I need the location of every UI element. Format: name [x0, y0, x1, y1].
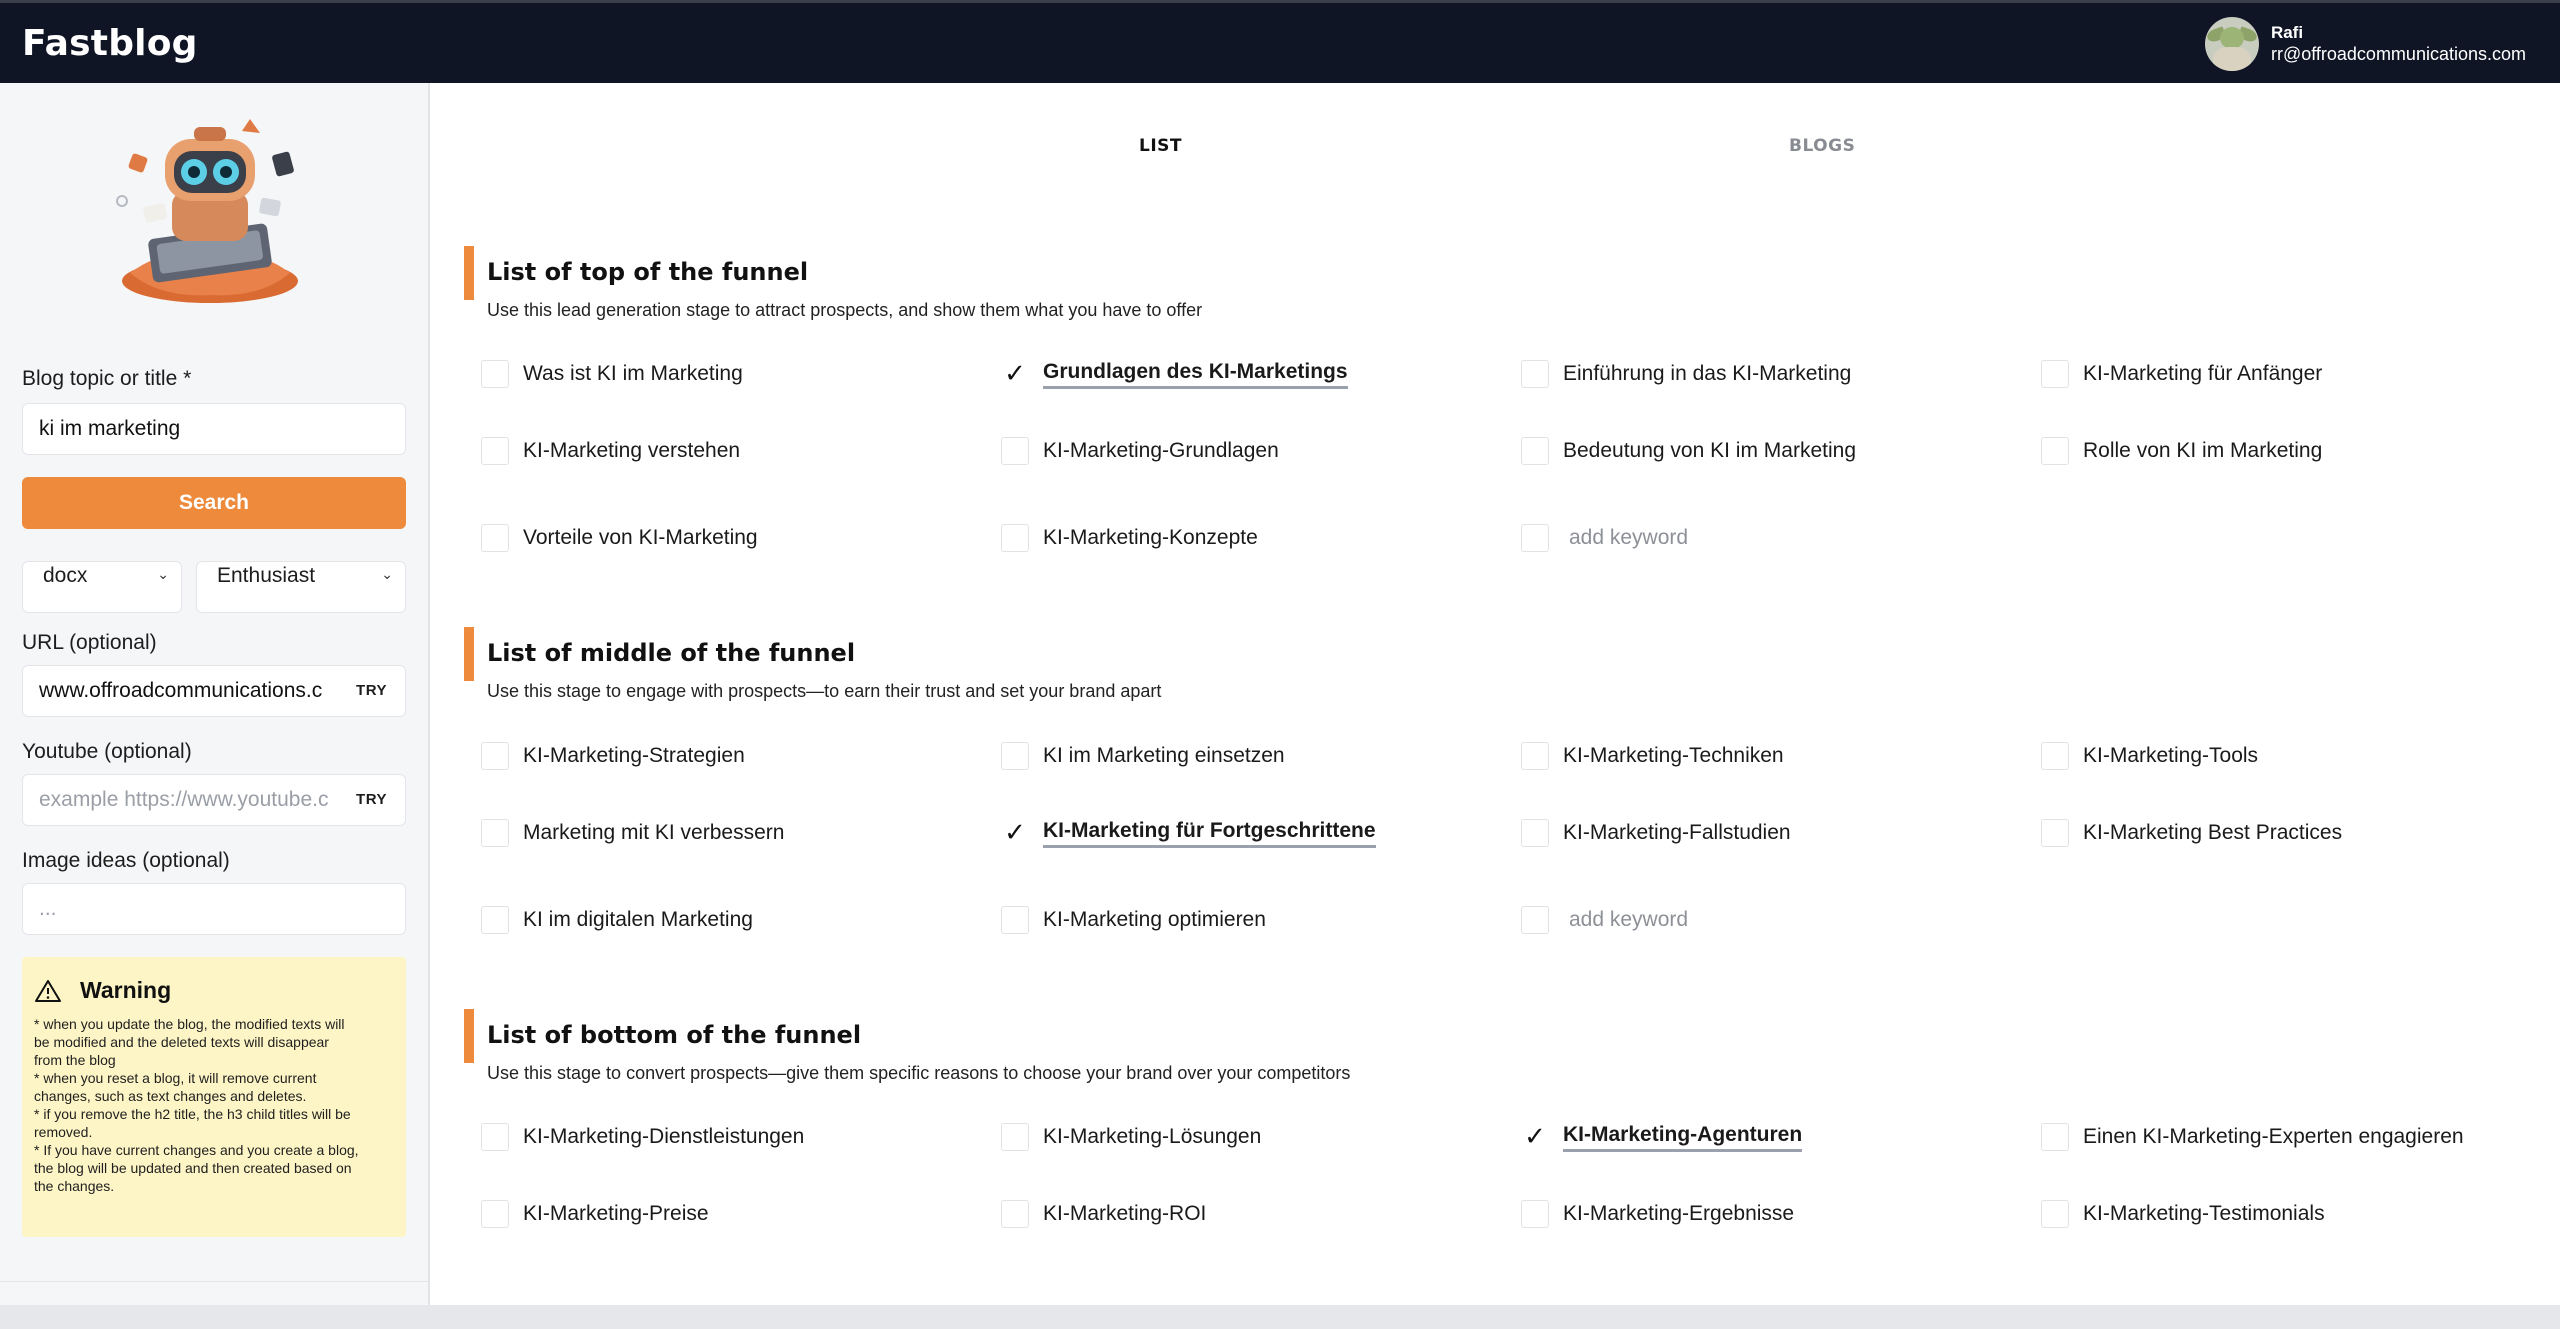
youtube-try-button[interactable]: TRY [356, 791, 387, 808]
keyword-label: KI-Marketing für Anfänger [2083, 362, 2323, 385]
keyword-item[interactable] [481, 357, 743, 391]
warning-title: Warning [80, 977, 172, 1003]
url-label: URL (optional) [22, 631, 157, 654]
sidebar-divider [0, 1281, 428, 1282]
keyword-label: KI-Marketing Best Practices [2083, 821, 2343, 844]
keyword-label: Einen KI-Marketing-Experten engagieren [2083, 1125, 2464, 1148]
keyword-checkbox[interactable] [1521, 742, 1549, 770]
keyword-item-selected[interactable] [1001, 816, 1376, 850]
keyword-checkbox[interactable] [2041, 360, 2069, 388]
add-keyword-item[interactable] [1521, 903, 1688, 937]
tone-select-value: Enthusiast [217, 564, 316, 587]
keyword-label: KI-Marketing-Testimonials [2083, 1202, 2325, 1225]
tab-blogs[interactable]: BLOGS [1789, 136, 1856, 156]
warning-line: changes, such as text changes and deletes. [34, 1088, 307, 1104]
keyword-label: KI-Marketing-Lösungen [1043, 1125, 1262, 1148]
keyword-item[interactable] [2041, 816, 2342, 850]
url-try-button[interactable]: TRY [356, 682, 387, 699]
format-select[interactable] [22, 561, 182, 613]
warning-line: * if you remove the h2 title, the h3 child titles will be [34, 1106, 351, 1122]
keyword-item[interactable] [1001, 903, 1266, 937]
keyword-item-selected[interactable] [1001, 357, 1348, 391]
keyword-checkbox[interactable] [1001, 1200, 1029, 1228]
keyword-checkbox[interactable] [2041, 1123, 2069, 1151]
tone-select[interactable] [196, 561, 406, 613]
checkmark-icon[interactable]: ✓ [1004, 359, 1026, 389]
section-accent-bar [464, 1009, 474, 1063]
keyword-label: Vorteile von KI-Marketing [523, 526, 758, 549]
keyword-label: KI-Marketing-Fallstudien [1563, 821, 1791, 844]
keyword-checkbox[interactable] [481, 524, 509, 552]
topic-input[interactable] [22, 403, 406, 455]
keyword-checkbox[interactable] [1521, 819, 1549, 847]
section-title: List of bottom of the funnel [487, 1021, 862, 1049]
keyword-checkbox[interactable] [1001, 437, 1029, 465]
keyword-label: KI im digitalen Marketing [523, 908, 753, 931]
section-description: Use this stage to convert prospects—give them specific reasons to choose your brand over your competitors [487, 1063, 1351, 1083]
warning-line: the blog will be updated and then created based on [34, 1160, 352, 1176]
keyword-item[interactable] [481, 434, 740, 468]
keyword-checkbox[interactable] [481, 742, 509, 770]
youtube-label: Youtube (optional) [22, 740, 192, 763]
warning-icon [34, 979, 62, 1003]
section-accent-bar [464, 627, 474, 681]
warning-box [22, 957, 406, 1237]
user-name: Rafi [2270, 23, 2304, 43]
keyword-item[interactable] [481, 739, 745, 773]
warning-line: be modified and the deleted texts will disappear [34, 1034, 329, 1050]
keyword-checkbox[interactable] [481, 360, 509, 388]
keyword-label: KI-Marketing-ROI [1043, 1202, 1207, 1225]
keyword-checkbox[interactable] [2041, 742, 2069, 770]
format-select-value: docx [43, 564, 88, 587]
section-middle-funnel [464, 627, 2534, 957]
keyword-checkbox[interactable] [1521, 360, 1549, 388]
keyword-item[interactable] [481, 1197, 709, 1231]
keyword-item[interactable] [1001, 521, 1258, 555]
image-ideas-placeholder: ... [39, 897, 57, 920]
keyword-label: Grundlagen des KI-Marketings [1043, 360, 1348, 389]
keyword-label: KI-Marketing optimieren [1043, 908, 1266, 931]
keyword-label: KI-Marketing-Grundlagen [1043, 439, 1279, 462]
keyword-item[interactable] [1001, 1120, 1261, 1154]
keyword-checkbox[interactable] [1521, 437, 1549, 465]
keyword-checkbox[interactable] [1001, 1123, 1029, 1151]
section-description: Use this stage to engage with prospects—to earn their trust and set your brand apart [487, 681, 1162, 701]
keyword-item[interactable] [1001, 739, 1285, 773]
warning-line: the changes. [34, 1178, 115, 1194]
keyword-checkbox[interactable] [2041, 819, 2069, 847]
checkmark-icon[interactable]: ✓ [1524, 1122, 1546, 1152]
add-keyword-input[interactable]: add keyword [1569, 526, 1689, 549]
keyword-label: KI im Marketing einsetzen [1043, 744, 1285, 767]
section-title: List of middle of the funnel [487, 639, 856, 667]
avatar[interactable] [2205, 17, 2259, 71]
keyword-label: KI-Marketing-Tools [2083, 744, 2259, 767]
image-ideas-label: Image ideas (optional) [22, 849, 230, 872]
keyword-item[interactable] [481, 903, 753, 937]
add-keyword-item[interactable] [1521, 521, 1688, 555]
keyword-label: Bedeutung von KI im Marketing [1563, 439, 1856, 462]
keyword-item[interactable] [1521, 739, 1784, 773]
keyword-checkbox[interactable] [1521, 1200, 1549, 1228]
user-email: rr@offroadcommunications.com [2270, 44, 2526, 65]
section-top-funnel [464, 246, 2534, 576]
keyword-item[interactable] [2041, 1120, 2464, 1154]
search-button[interactable]: Search [22, 477, 406, 529]
url-input[interactable] [22, 665, 406, 717]
section-description: Use this lead generation stage to attract prospects, and show them what you have to offer [487, 300, 1203, 320]
keyword-item[interactable] [481, 816, 784, 850]
tab-list[interactable]: LIST [1139, 136, 1182, 156]
keyword-checkbox[interactable] [1001, 524, 1029, 552]
keyword-label: KI-Marketing verstehen [523, 439, 741, 462]
keyword-checkbox[interactable] [481, 819, 509, 847]
keyword-item[interactable] [1521, 434, 1856, 468]
keyword-item[interactable] [1521, 816, 1791, 850]
keyword-item[interactable] [2041, 434, 2322, 468]
keyword-item[interactable] [2041, 1197, 2325, 1231]
window-bottom-bar [0, 1305, 2560, 1329]
keyword-item-selected[interactable] [1521, 1120, 1802, 1154]
url-input-value: www.offroadcommunications.c [39, 679, 323, 702]
keyword-item[interactable] [2041, 357, 2322, 391]
keyword-label: KI-Marketing-Agenturen [1563, 1123, 1802, 1152]
keyword-checkbox[interactable] [1521, 906, 1549, 934]
chevron-down-icon: ⌄ [381, 566, 393, 582]
keyword-checkbox[interactable] [1001, 742, 1029, 770]
section-title: List of top of the funnel [487, 258, 809, 286]
keyword-label: Rolle von KI im Marketing [2083, 439, 2323, 462]
keyword-item[interactable] [1001, 434, 1279, 468]
sidebar [0, 83, 430, 1305]
keyword-checkbox[interactable] [481, 1200, 509, 1228]
keyword-item[interactable] [481, 1120, 804, 1154]
keyword-checkbox[interactable] [481, 906, 509, 934]
youtube-input[interactable] [22, 774, 406, 826]
keyword-checkbox[interactable] [1521, 524, 1549, 552]
keyword-item[interactable] [2041, 739, 2258, 773]
keyword-checkbox[interactable] [1001, 906, 1029, 934]
keyword-checkbox[interactable] [2041, 437, 2069, 465]
robot-illustration [110, 113, 310, 313]
keyword-label: KI-Marketing-Strategien [523, 744, 745, 767]
topic-label: Blog topic or title * [22, 367, 192, 390]
warning-line: * when you update the blog, the modified texts will [34, 1016, 345, 1032]
keyword-label: KI-Marketing für Fortgeschrittene [1043, 819, 1376, 848]
keyword-checkbox[interactable] [481, 1123, 509, 1151]
user-menu[interactable] [2205, 17, 2526, 71]
chevron-down-icon: ⌄ [157, 566, 169, 582]
youtube-input-placeholder: example https://www.youtube.c [39, 788, 329, 811]
keyword-item[interactable] [1521, 1197, 1794, 1231]
topic-input-value: ki im marketing [39, 417, 181, 440]
keyword-label: KI-Marketing-Konzepte [1043, 526, 1258, 549]
keyword-checkbox[interactable] [2041, 1200, 2069, 1228]
brand-logo[interactable]: Fastblog [22, 23, 198, 64]
keyword-item[interactable] [1001, 1197, 1206, 1231]
keyword-item[interactable] [1521, 357, 1851, 391]
keyword-item[interactable] [481, 521, 758, 555]
add-keyword-input[interactable]: add keyword [1569, 908, 1689, 931]
section-accent-bar [464, 246, 474, 300]
warning-line: from the blog [34, 1052, 116, 1068]
keyword-checkbox[interactable] [481, 437, 509, 465]
warning-line: * If you have current changes and you create a blog, [34, 1142, 359, 1158]
keyword-label: Was ist KI im Marketing [523, 362, 743, 385]
warning-line: * when you reset a blog, it will remove current [34, 1070, 317, 1086]
keyword-label: KI-Marketing-Dienstleistungen [523, 1125, 805, 1148]
keyword-label: Marketing mit KI verbessern [523, 821, 785, 844]
keyword-label: KI-Marketing-Techniken [1563, 744, 1784, 767]
image-ideas-input[interactable] [22, 883, 406, 935]
keyword-label: KI-Marketing-Preise [523, 1202, 709, 1225]
section-bottom-funnel [464, 1009, 2534, 1249]
keyword-label: Einführung in das KI-Marketing [1563, 362, 1852, 385]
keyword-label: KI-Marketing-Ergebnisse [1563, 1202, 1795, 1225]
checkmark-icon[interactable]: ✓ [1004, 818, 1026, 848]
top-bar [0, 0, 2560, 83]
warning-line: removed. [34, 1124, 93, 1140]
